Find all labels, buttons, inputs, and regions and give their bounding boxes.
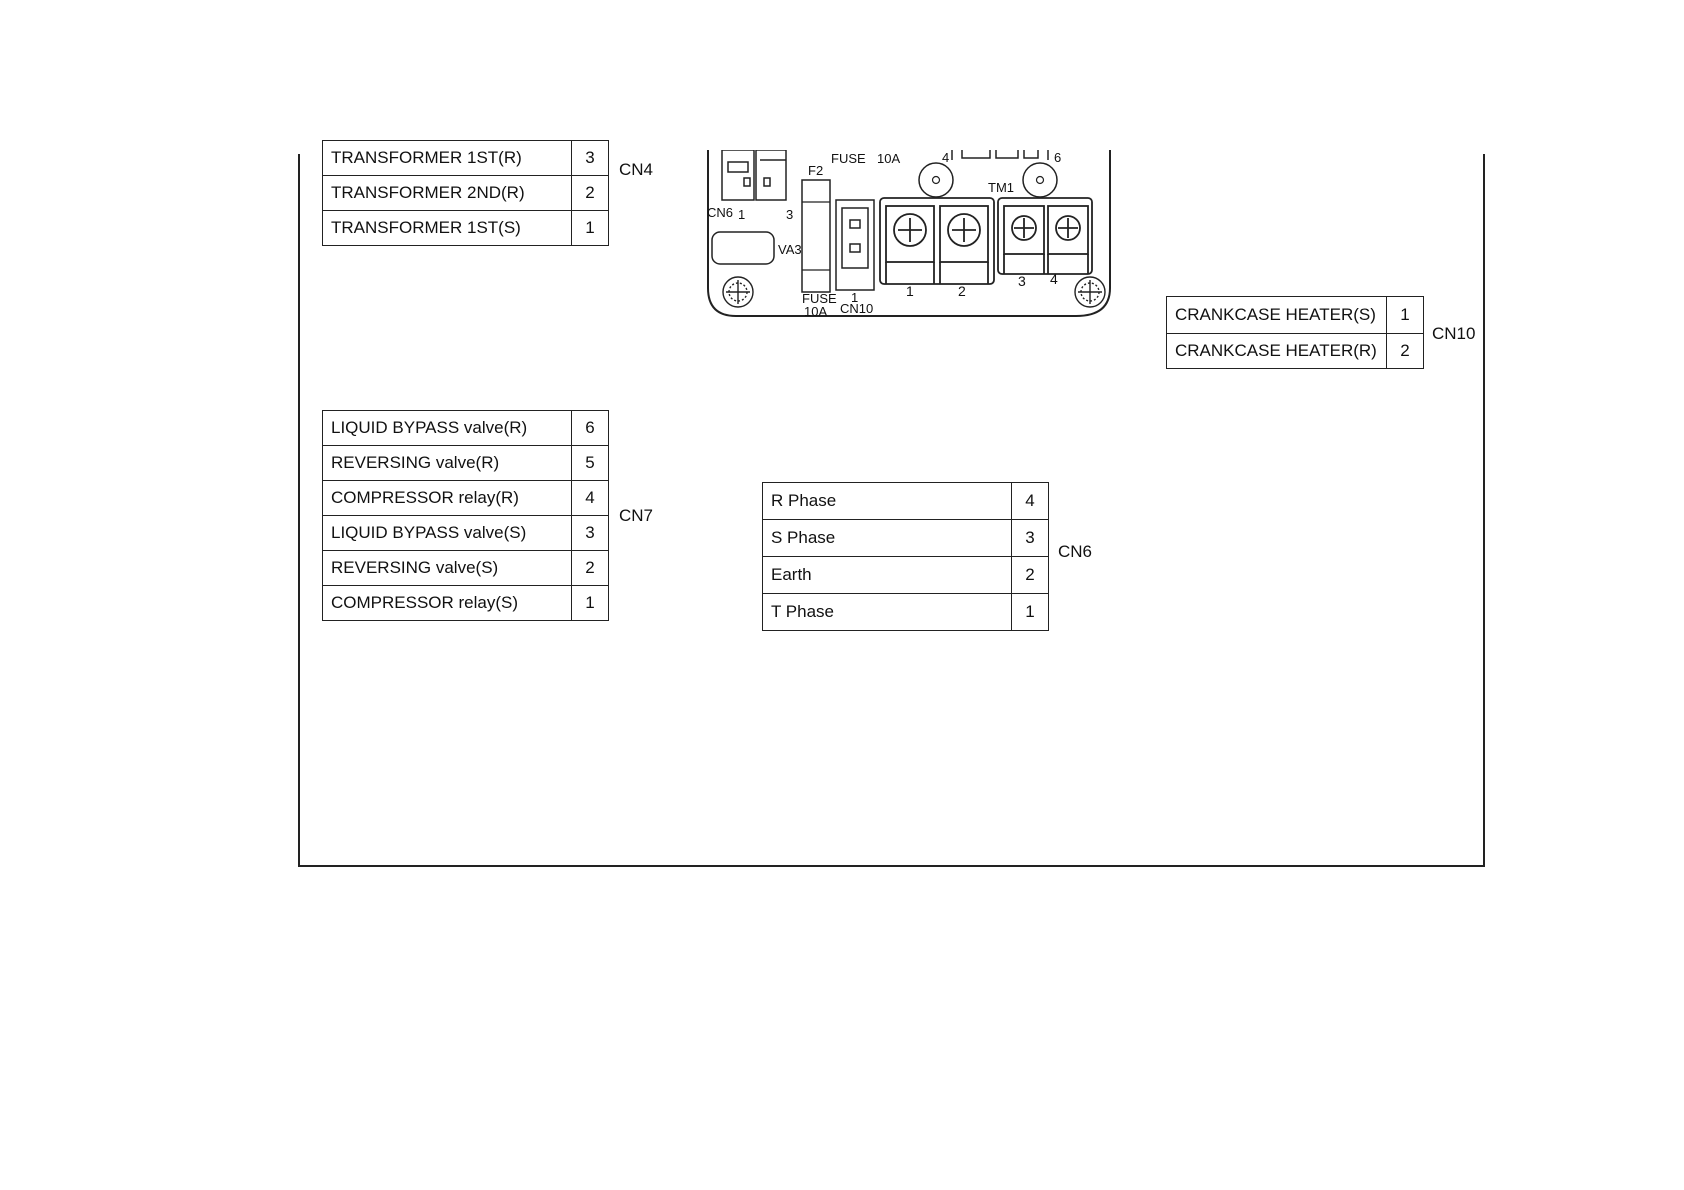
board-fuse-bottom-label: FUSE — [802, 291, 837, 306]
table-row — [323, 176, 609, 211]
board-cn6-pin1: 1 — [738, 207, 746, 222]
board-cn6-label: CN6 — [707, 205, 734, 220]
cn10-label: CN10 — [1432, 324, 1476, 343]
mount-boss-right — [1023, 163, 1057, 197]
tm1-terminal-left — [880, 198, 994, 284]
table-row — [323, 446, 609, 481]
board-cn10-pin: 1 — [851, 290, 859, 305]
table-row — [323, 141, 609, 176]
pin-name: COMPRESSOR relay(S) — [323, 586, 572, 621]
cn10-connector — [836, 200, 874, 290]
pin-name: REVERSING valve(S) — [323, 551, 572, 586]
table-row — [763, 557, 1049, 594]
cn4-table — [322, 140, 609, 246]
pin-number: 3 — [1012, 520, 1049, 557]
pin-number: 1 — [1012, 594, 1049, 631]
cn6-connector — [722, 150, 786, 200]
cn7-label: CN7 — [619, 506, 654, 525]
board-tm1-label: TM1 — [988, 180, 1014, 195]
pin-name: TRANSFORMER 1ST(S) — [323, 211, 572, 246]
pin-number: 4 — [1012, 483, 1049, 520]
top-pin-header — [952, 150, 1048, 160]
cn10-table — [1166, 296, 1424, 369]
pin-name: S Phase — [763, 520, 1012, 557]
pin-number: 3 — [572, 516, 609, 551]
board-va3-label: VA3 — [778, 242, 802, 257]
pin-name: CRANKCASE HEATER(R) — [1167, 334, 1387, 369]
pin-name: Earth — [763, 557, 1012, 594]
fuse-f2 — [802, 180, 830, 292]
pin-number: 5 — [572, 446, 609, 481]
va3-varistor — [712, 232, 774, 264]
mount-boss-left — [919, 163, 953, 197]
pin-number: 1 — [1387, 297, 1424, 334]
pin-name: TRANSFORMER 1ST(R) — [323, 141, 572, 176]
pin-number: 2 — [1012, 557, 1049, 594]
cn4-label: CN4 — [619, 160, 654, 179]
table-row — [1167, 334, 1424, 369]
pin-name: CRANKCASE HEATER(S) — [1167, 297, 1387, 334]
pin-name: COMPRESSOR relay(R) — [323, 481, 572, 516]
table-row — [763, 520, 1049, 557]
pin-name: R Phase — [763, 483, 1012, 520]
table-row — [323, 586, 609, 621]
board-tm-pin-2: 2 — [958, 283, 966, 299]
pin-name: LIQUID BYPASS valve(R) — [323, 411, 572, 446]
board-tm-pin-3: 3 — [1018, 273, 1026, 289]
pin-number: 3 — [572, 141, 609, 176]
board-top-pin6: 6 — [1054, 150, 1062, 165]
cn6-label: CN6 — [1058, 542, 1093, 561]
pin-number: 2 — [572, 176, 609, 211]
table-row — [763, 594, 1049, 631]
table-row — [323, 481, 609, 516]
pin-number: 2 — [572, 551, 609, 586]
pin-number: 1 — [572, 211, 609, 246]
cn6-table — [762, 482, 1049, 631]
pin-number: 2 — [1387, 334, 1424, 369]
board-tm-pin-1: 1 — [906, 283, 914, 299]
pin-number: 6 — [572, 411, 609, 446]
mounting-hole-right — [1075, 277, 1105, 307]
pin-name: T Phase — [763, 594, 1012, 631]
table-row — [763, 483, 1049, 520]
board-f2-label: F2 — [808, 163, 824, 178]
table-row — [323, 211, 609, 246]
board-fuse-top-rating: 10A — [877, 151, 901, 166]
board-fuse-top-label: FUSE — [831, 151, 866, 166]
mounting-hole-left — [723, 277, 753, 307]
table-row — [323, 411, 609, 446]
table-row — [323, 551, 609, 586]
table-row — [323, 516, 609, 551]
pin-number: 1 — [572, 586, 609, 621]
pin-name: LIQUID BYPASS valve(S) — [323, 516, 572, 551]
pin-name: REVERSING valve(R) — [323, 446, 572, 481]
table-row — [1167, 297, 1424, 334]
pin-name: TRANSFORMER 2ND(R) — [323, 176, 572, 211]
board-fuse-bottom-rating: 10A — [804, 304, 828, 319]
pin-number: 4 — [572, 481, 609, 516]
cn7-table — [322, 410, 609, 621]
board-tm-pin-4: 4 — [1050, 271, 1058, 287]
board-top-pin4: 4 — [942, 150, 950, 165]
board-cn6-pin3: 3 — [786, 207, 794, 222]
board-cn10-label: CN10 — [840, 301, 874, 316]
pcb-board-drawing — [700, 150, 1120, 325]
tm1-terminal-right — [998, 198, 1092, 274]
